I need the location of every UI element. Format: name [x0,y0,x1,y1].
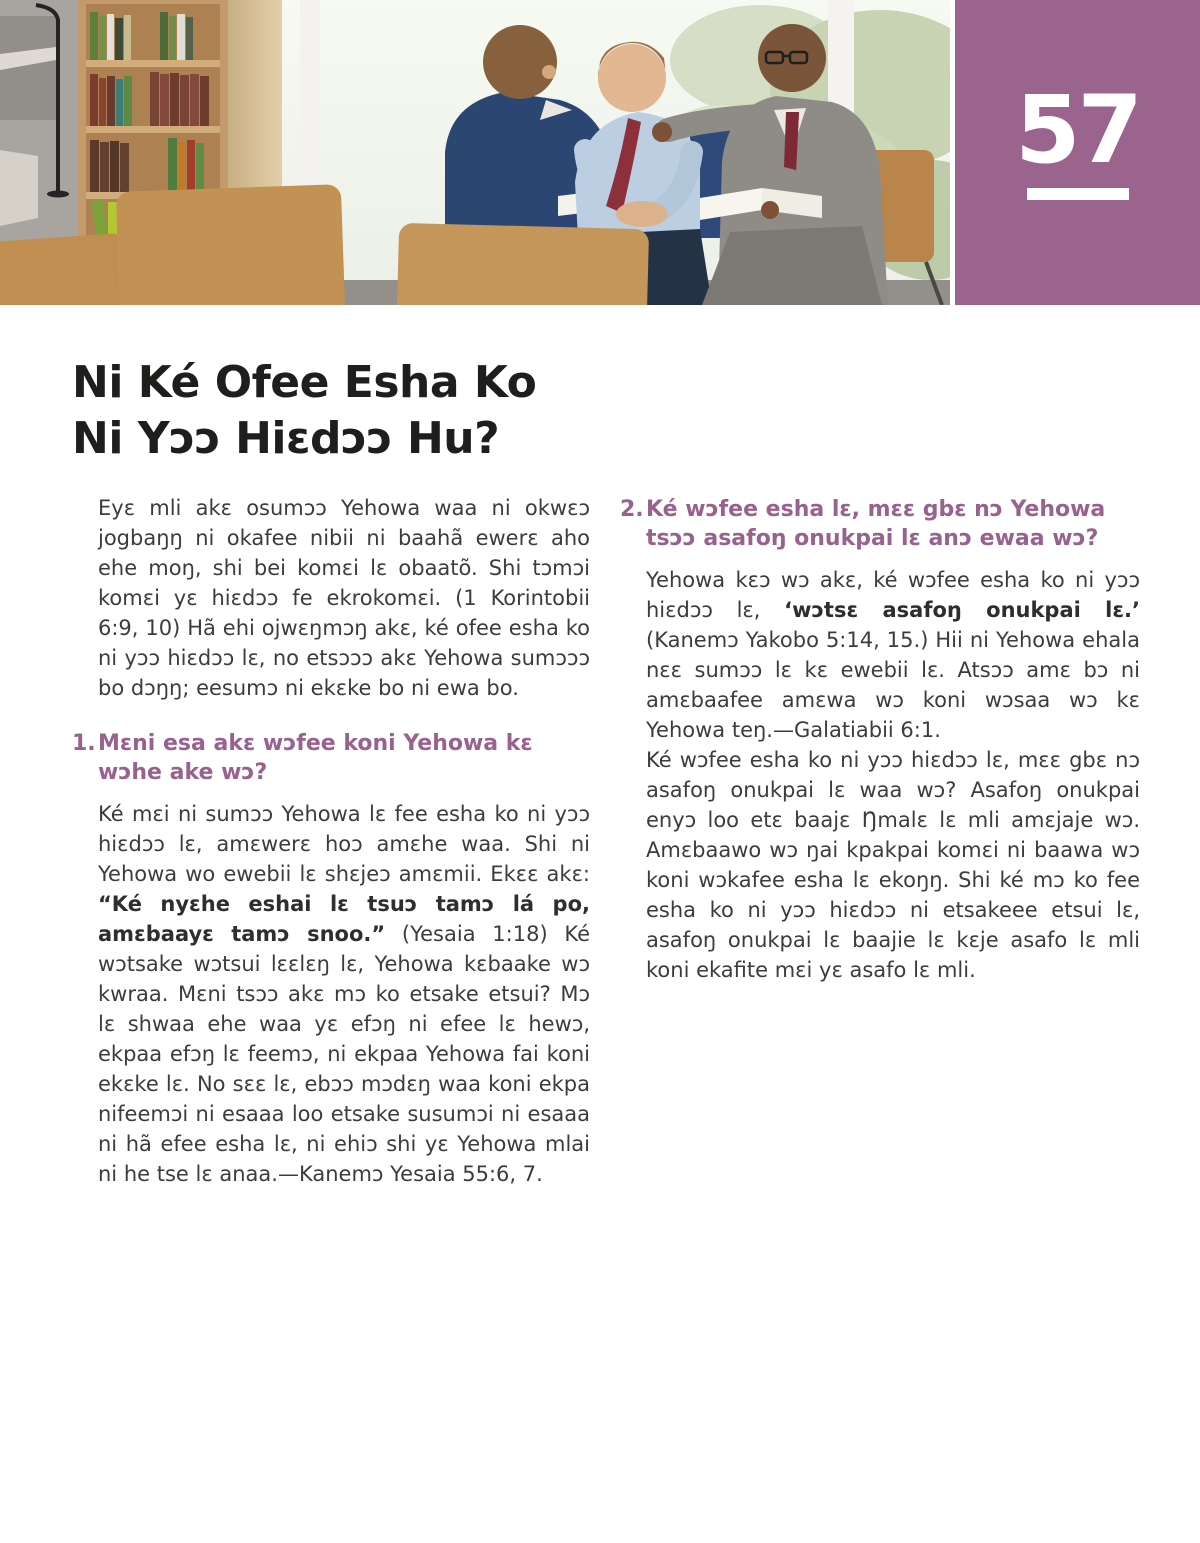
question-1-text: Mɛni esa akɛ wɔfee koni Yehowa kɛ wɔhe ake wɔ? [98,731,533,785]
clasped-hands [616,201,668,227]
lesson-photo [0,0,950,305]
question-1-heading [72,729,590,787]
left-column [72,493,590,1189]
question-2-number: 2. [620,497,644,522]
question-2-heading [620,495,1140,553]
right-column [620,493,1140,1189]
page-title-line-2: Ni Yɔɔ Hiɛdɔɔ Hu? [72,413,500,464]
section-2-paragraph-1: Yehowa kɛɔ wɔ akɛ, ké wɔfee esha ko ni yɔɔ hiɛdɔɔ lɛ, ‘wɔtsɛ asafoŋ onukpai lɛ.’ (Kanemɔ Yakobo 5:14, 15.) Hii ni Yehowa ehala nɛɛ sumɔɔ lɛ kɛ ewebii lɛ. Atsɔɔ amɛ bɔ ni amɛbaafee amɛwa wɔ koni wɔsaa wɔ kɛ Yehowa teŋ.—Galatiabii 6:1. [646,568,1140,742]
lesson-number: 57 [1015,76,1140,185]
page-title [72,355,1140,467]
section-1-paragraph-1: Ké mɛi ni sumɔɔ Yehowa lɛ fee esha ko ni yɔɔ hiɛdɔɔ lɛ, amɛwerɛ hoɔ amɛhe waa. Shi ni Yehowa wo ewebii lɛ shɛjeɔ amɛmii. Ekɛɛ akɛ: “Ké nyɛhe eshai lɛ tsuɔ tamɔ lá po, amɛbaayɛ tamɔ snoo.” (Yesaia 1:18) Ké wɔtsake wɔtsui lɛɛlɛŋ lɛ, Yehowa kɛbaake wɔ kwraa. Mɛni tsɔɔ akɛ mɔ ko etsake etsui? Mɔ lɛ shwaa ehe waa yɛ efɔŋ ni efee lɛ hewɔ, ekpaa efɔŋ lɛ feemɔ, ni ekpaa Yehowa fai koni ekɛke lɛ. No sɛɛ lɛ, ebɔɔ mɔdɛŋ waa koni ekpa nifeemɔi ni esaaa loo etsake susumɔi ni esaaa ni hã efee esha lɛ, ni ehiɔ shi yɛ Yehowa mlai ni he tse lɛ anaa.—Kanemɔ Yesaia 55:6, 7. [98,802,591,1186]
section-2-paragraph-2: Ké wɔfee esha ko ni yɔɔ hiɛdɔɔ lɛ, mɛɛ gbɛ nɔ asafoŋ onukpai lɛ waa wɔ? Asafoŋ onukpai enyɔ loo etɛ baajɛ Ŋmalɛ lɛ mli amɛjaje wɔ. Amɛbaawo wɔ ŋai kpakpai komɛi ni baawa wɔ koni wɔkafee esha lɛ ekoŋŋ. Shi ké mɔ ko fee esha ko ni yɔɔ hiɛdɔɔ ni etsakeee etsui lɛ, asafoŋ onukpai lɛ baajie lɛ kɛje asafo lɛ mli koni ekafite mɛi yɛ asafo lɛ mli. [646,748,1140,982]
hand-on-shoulder [652,122,672,142]
photo-illustration [0,0,950,305]
intro-paragraph: Eyɛ mli akɛ osumɔɔ Yehowa waa ni okwɛɔ jogbaŋŋ ni okafee nibii ni baahã ewerɛ aho ehe moŋ, shi bei komɛi lɛ obaatõ. Shi tɔmɔi komɛi yɛ hiɛdɔɔ fe ekrokomɛi. (1 Korintobii 6:9, 10) Hã ehi ojwɛŋmɔŋ akɛ, ké ofee esha ko ni yɔɔ hiɛdɔɔ lɛ, no etsɔɔɔ akɛ Yehowa sumɔɔɔ bo dɔŋŋ; eesumɔ ni ekɛke bo ni ewa bo. [98,496,590,700]
lesson-number-underline [1027,188,1129,200]
page-header [0,0,1200,305]
page-title-line-1: Ni Ké Ofee Esha Ko [72,357,537,408]
lesson-number-badge [955,0,1200,305]
question-2-text: Ké wɔfee esha lɛ, mɛɛ gbɛ nɔ Yehowa tsɔɔ asafoŋ onukpai lɛ anɔ ewaa wɔ? [646,497,1106,551]
two-column-body [72,493,1140,1189]
question-1-number: 1. [72,731,96,756]
